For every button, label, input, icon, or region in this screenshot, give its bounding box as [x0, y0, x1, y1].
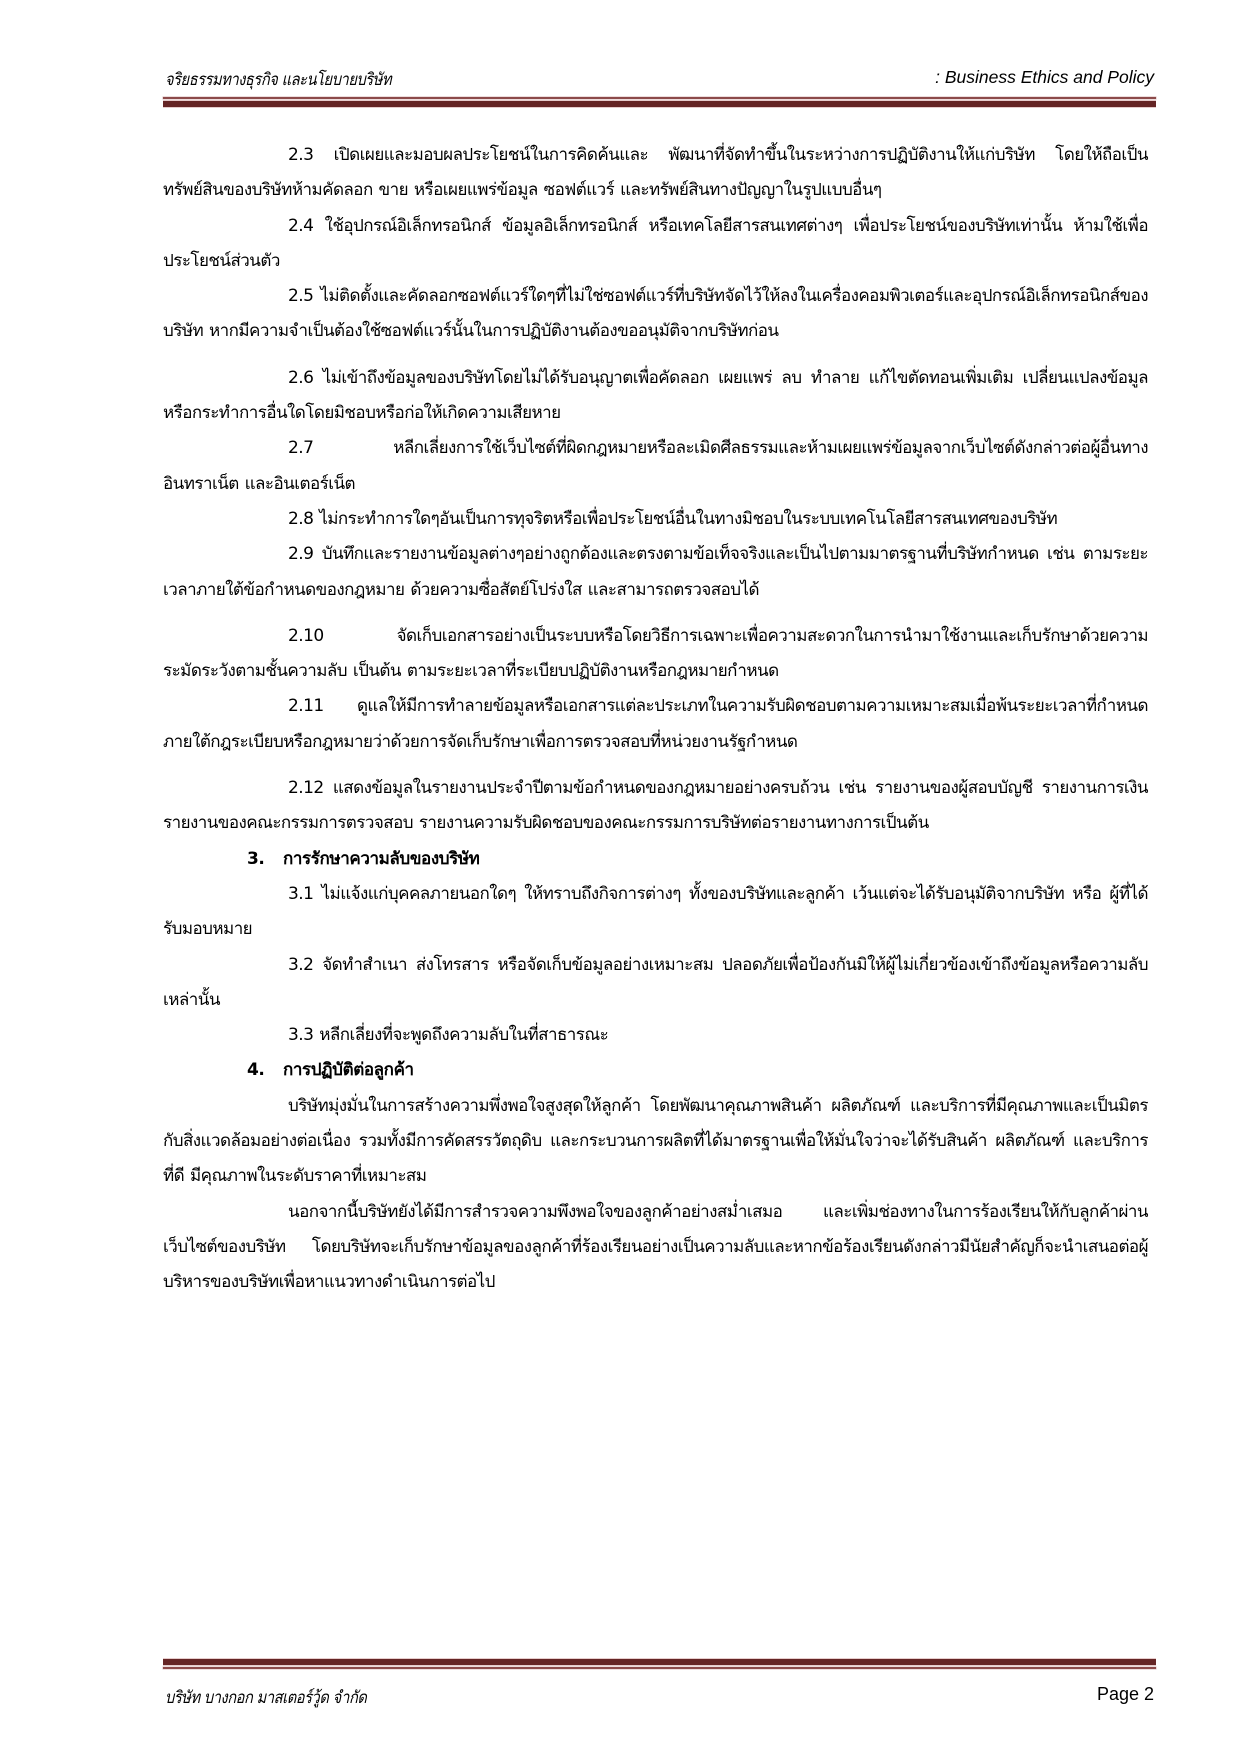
paragraph-2-10: 2.10 จัดเก็บเอกสารอย่างเป็นระบบหรือโดยวิธีการเฉพาะเพื่อความสะดวกในการนำมาใช้งานและเก็บรักษาด้วยความระมัดระวังตามชั้นความลับ เป็นต้น ตามระยะเวลาที่ระเบียบปฏิบัติงานหรือกฎหมายกำหนด	[163, 625, 1148, 682]
section-number: 3.	[247, 848, 265, 869]
header-title-english: : Business Ethics and Policy	[935, 67, 1154, 87]
paragraph-2-6: 2.6 ไม่เข้าถึงข้อมูลของบริษัทโดยไม่ได้รับอนุญาตเพื่อคัดลอก เผยแพร่ ลบ ทำลาย แก้ไขตัดทอนเพิ่มเติม เปลี่ยนแปลงข้อมูลหรือกระทำการอื่นใดโดยมิชอบหรือก่อให้เกิดความเสียหาย	[163, 367, 1148, 424]
paragraph-2-5: 2.5 ไม่ติดตั้งและคัดลอกซอฟต์แวร์ใดๆที่ไม่ใช่ซอฟต์แวร์ที่บริษัทจัดไว้ให้ลงในเครื่องคอมพิวเตอร์และอุปกรณ์อิเล็กทรอนิกส์ของบริษัท หากมีความจำเป็นต้องใช้ซอฟต์แวร์นั้นในการปฏิบัติงานต้องขออนุมัติจากบริษัทก่อน	[163, 286, 1148, 342]
paragraph-3-1: 3.1 ไม่แจ้งแก่บุคคลภายนอกใดๆ ให้ทราบถึงกิจการต่างๆ ทั้งของบริษัทและลูกค้า เว้นแต่จะได้รับอนุมัติจากบริษัท หรือ ผู้ที่ได้รับมอบหมาย	[163, 883, 1148, 940]
header-title-thai: จริยธรรมทางธุรกิจ และนโยบายบริษัท	[165, 70, 392, 90]
paragraph-2-12: 2.12 แสดงข้อมูลในรายงานประจำปีตามข้อกำหนดของกฎหมายอย่างครบถ้วน เช่น รายงานของผู้สอบบัญชี รายงานการเงิน รายงานของคณะกรรมการตรวจสอบ รายงานความรับผิดชอบของคณะกรรมการบริษัทต่อรายงานทางการเป็นต้น	[163, 778, 1148, 834]
footer-rule-thick	[163, 1658, 1156, 1666]
section-heading-3	[163, 842, 1148, 877]
paragraph-2-8: 2.8 ไม่กระทำการใดๆอันเป็นการทุจริตหรือเพื่อประโยชน์อื่นในทางมิชอบในระบบเทคโนโลยีสารสนเทศของบริษัท	[288, 508, 1058, 529]
paragraph-2-3: 2.3 เปิดเผยและมอบผลประโยชน์ในการคิดค้นและ พัฒนาที่จัดทำขึ้นในระหว่างการปฏิบัติงานให้แก่บริษัท โดยให้ถือเป็นทรัพย์สินของบริษัทห้ามคัดลอก ขาย หรือเผยแพร่ข้อมูล ซอฟต์แวร์ และทรัพย์สินทางปัญญาในรูปแบบอื่นๆ	[163, 145, 1148, 201]
footer-company-name: บริษัท บางกอก มาสเตอร์วู้ด จำกัด	[165, 1688, 367, 1708]
page-header	[163, 62, 1156, 110]
footer-rule-thin	[163, 1667, 1156, 1669]
header-rule-thick	[163, 100, 1156, 108]
section-title: การรักษาความลับของบริษัท	[283, 848, 480, 869]
header-rule-thin	[163, 97, 1156, 99]
paragraph-2-4: 2.4 ใช้อุปกรณ์อิเล็กทรอนิกส์ ข้อมูลอิเล็กทรอนิกส์ หรือเทคโลยีสารสนเทศต่างๆ เพื่อประโยชน์ของบริษัทเท่านั้น ห้ามใช้เพื่อประโยชน์ส่วนตัว	[163, 215, 1148, 271]
section-heading-4	[163, 1053, 1148, 1088]
paragraph-2-9: 2.9 บันทึกและรายงานข้อมูลต่างๆอย่างถูกต้องและตรงตามข้อเท็จจริงและเป็นไปตามมาตรฐานที่บริษัทกำหนด เช่น ตามระยะเวลาภายใต้ข้อกำหนดของกฎหมาย ด้วยความซื่อสัตย์โปร่งใส และสามารถตรวจสอบได้	[163, 544, 1148, 600]
paragraph-4-1: บริษัทมุ่งมั่นในการสร้างความพึ่งพอใจสูงสุดให้ลูกค้า โดยพัฒนาคุณภาพสินค้า ผลิตภัณฑ์ และบริการที่มีคุณภาพและเป็นมิตรกับสิ่งแวดล้อมอย่างต่อเนื่อง รวมทั้งมีการคัดสรรวัตถุดิบ และกระบวนการผลิตที่ได้มาตรฐานเพื่อให้มั่นใจว่าจะได้รับสินค้า ผลิตภัณฑ์ และบริการที่ดี มีคุณภาพในระดับราคาที่เหมาะสม	[163, 1095, 1148, 1187]
paragraph-3-3: 3.3 หลีกเลี่ยงที่จะพูดถึงความลับในที่สาธารณะ	[288, 1025, 609, 1046]
paragraph-2-7: 2.7 หลีกเลี่ยงการใช้เว็บไซต์ที่ผิดกฎหมายหรือละเมิดศีลธรรมและห้ามเผยแพร่ข้อมูลจากเว็บไซต์ดังกล่าวต่อผู้อื่นทางอินทราเน็ต และอินเตอร์เน็ต	[163, 438, 1148, 494]
paragraph-2-11: 2.11 ดูแลให้มีการทำลายข้อมูลหรือเอกสารแต่ละประเภทในความรับผิดชอบตามความเหมาะสมเมื่อพ้นระยะเวลาที่กำหนดภายใต้กฎระเบียบหรือกฎหมายว่าด้วยการจัดเก็บรักษาเพื่อการตรวจสอบที่หน่วยงานรัฐกำหนด	[163, 696, 1148, 752]
document-body	[163, 138, 1148, 1301]
paragraph-4-2: นอกจากนี้บริษัทยังได้มีการสำรวจความพึงพอใจของลูกค้าอย่างสม่ำเสมอ และเพิ่มช่องทางในการร้องเรียนให้กับลูกค้าผ่านเว็บไซต์ของบริษัท โดยบริษัทจะเก็บรักษาข้อมูลของลูกค้าที่ร้องเรียนอย่างเป็นความลับและหากข้อร้องเรียนดังกล่าวมีนัยสำคัญก็จะนำเสนอต่อผู้บริหารของบริษัทเพื่อหาแนวทางดำเนินการต่อไป	[163, 1201, 1148, 1293]
page-number: Page 2	[1096, 1684, 1154, 1704]
page-footer	[163, 1658, 1156, 1728]
section-title: การปฏิบัติต่อลูกค้า	[283, 1060, 414, 1081]
paragraph-3-2: 3.2 จัดทำสำเนา ส่งโทรสาร หรือจัดเก็บข้อมูลอย่างเหมาะสม ปลอดภัยเพื่อป้องกันมิให้ผู้ไม่เกี่ยวข้องเข้าถึงข้อมูลหรือความลับเหล่านั้น	[163, 954, 1148, 1010]
section-number: 4.	[247, 1060, 265, 1081]
